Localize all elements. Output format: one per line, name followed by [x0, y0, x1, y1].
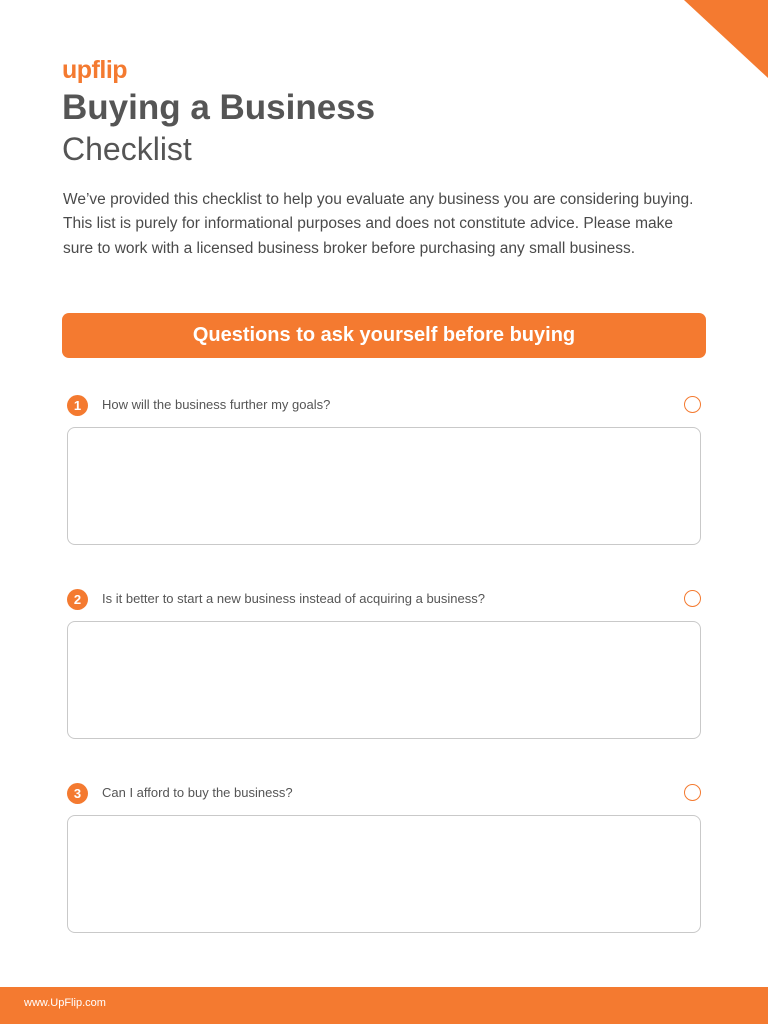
answer-field[interactable]: [67, 621, 701, 739]
page-title: Buying a Business: [62, 88, 376, 127]
section-banner: Questions to ask yourself before buying: [62, 313, 706, 358]
answer-field[interactable]: [67, 815, 701, 933]
question-checkbox[interactable]: [684, 396, 701, 413]
question-checkbox[interactable]: [684, 784, 701, 801]
page-subtitle: Checklist: [62, 131, 192, 167]
question-number-badge: 2: [67, 589, 88, 610]
intro-paragraph: We’ve provided this checklist to help you evaluate any business you are considering buying. This list is purely for informational purposes and does not constitute advice. Please make sure to work with a licensed business broker before purchasing any small business.: [63, 191, 694, 257]
question-text: Can I afford to buy the business?: [102, 785, 293, 800]
answer-field[interactable]: [67, 427, 701, 545]
footer-bar: [0, 987, 768, 1024]
question-number-badge: 1: [67, 395, 88, 416]
question-checkbox[interactable]: [684, 590, 701, 607]
question-number-badge: 3: [67, 783, 88, 804]
corner-decoration: [684, 0, 768, 78]
question-text: How will the business further my goals?: [102, 397, 331, 412]
question-text: Is it better to start a new business instead of acquiring a business?: [102, 591, 485, 606]
upflip-logo: upflip: [62, 56, 128, 84]
footer-website-link[interactable]: www.UpFlip.com: [24, 997, 106, 1009]
